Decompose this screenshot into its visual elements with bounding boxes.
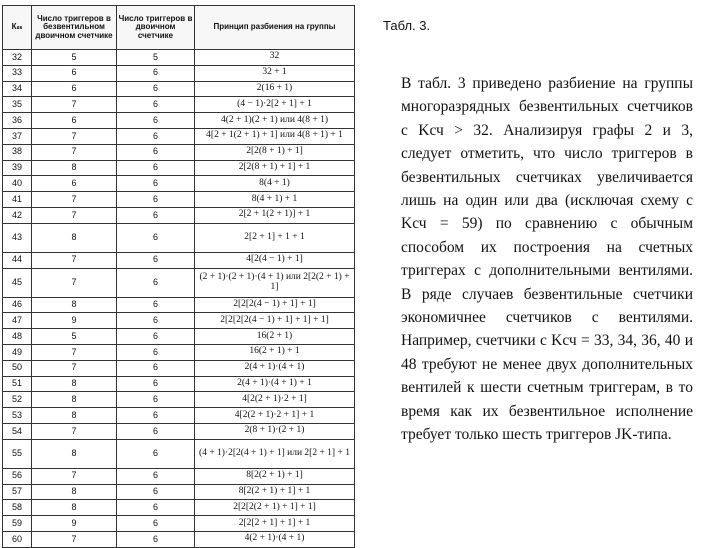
table-row bbox=[3, 423, 355, 439]
cell-binary: 6 bbox=[117, 297, 195, 313]
cell-binary: 6 bbox=[117, 223, 195, 252]
cell-binary: 6 bbox=[117, 531, 195, 547]
cell-ventless: 9 bbox=[32, 516, 117, 532]
cell-k: 52 bbox=[3, 392, 32, 408]
cell-binary: 6 bbox=[117, 344, 195, 360]
header-k: Кₛₛ bbox=[3, 6, 32, 50]
cell-principle: 2[2 + 1(2 + 1)] + 1 bbox=[195, 207, 355, 223]
cell-k: 37 bbox=[3, 128, 32, 144]
cell-binary: 6 bbox=[117, 392, 195, 408]
cell-binary: 6 bbox=[117, 81, 195, 97]
cell-k: 32 bbox=[3, 50, 32, 66]
cell-binary: 6 bbox=[117, 268, 195, 297]
cell-ventless: 8 bbox=[32, 160, 117, 176]
table-row bbox=[3, 516, 355, 532]
cell-principle: 32 + 1 bbox=[195, 65, 355, 81]
cell-binary: 6 bbox=[117, 484, 195, 500]
cell-ventless: 8 bbox=[32, 392, 117, 408]
cell-k: 36 bbox=[3, 113, 32, 129]
table-row bbox=[3, 484, 355, 500]
cell-ventless: 8 bbox=[32, 484, 117, 500]
cell-binary: 6 bbox=[117, 97, 195, 113]
cell-ventless: 6 bbox=[32, 176, 117, 192]
cell-binary: 6 bbox=[117, 313, 195, 329]
cell-k: 57 bbox=[3, 484, 32, 500]
table-row bbox=[3, 439, 355, 468]
cell-ventless: 7 bbox=[32, 344, 117, 360]
cell-k: 44 bbox=[3, 252, 32, 268]
cell-k: 45 bbox=[3, 268, 32, 297]
table-row bbox=[3, 500, 355, 516]
cell-ventless: 8 bbox=[32, 500, 117, 516]
body-paragraph: В табл. 3 приведено разбиение на группы многоразрядных безвентильных счетчиков с Kсч > 32. Анализируя графы 2 и 3, следует отметить, что число триггеров в безвентильных счетчиках увеличивается лишь на один или два (исключая схему с Kсч = 59) по сравнению с обычным способом их построения на счетных триггерах с дополнительными вентилями. В ряде случаев безвентильные счетчики экономичнее счетчиков с вентилями. Например, счетчики с Kсч = 33, 34, 36, 40 и 48 требуют не менее двух дополнительных вентилей к шести счетным триггерам, в то время как их безвентильное исполнение требует только шесть триггеров JK-типа. bbox=[401, 75, 693, 444]
table-row bbox=[3, 297, 355, 313]
cell-binary: 6 bbox=[117, 376, 195, 392]
cell-ventless: 8 bbox=[32, 408, 117, 424]
cell-ventless: 7 bbox=[32, 531, 117, 547]
cell-ventless: 6 bbox=[32, 113, 117, 129]
cell-binary: 6 bbox=[117, 360, 195, 376]
cell-ventless: 9 bbox=[32, 313, 117, 329]
cell-principle: 8(4 + 1) bbox=[195, 176, 355, 192]
table-row bbox=[3, 329, 355, 345]
cell-k: 41 bbox=[3, 192, 32, 208]
cell-k: 60 bbox=[3, 531, 32, 547]
table-row bbox=[3, 268, 355, 297]
table-row bbox=[3, 144, 355, 160]
cell-k: 42 bbox=[3, 207, 32, 223]
table-row bbox=[3, 176, 355, 192]
cell-binary: 6 bbox=[117, 439, 195, 468]
cell-k: 56 bbox=[3, 468, 32, 484]
cell-k: 34 bbox=[3, 81, 32, 97]
cell-k: 39 bbox=[3, 160, 32, 176]
cell-binary: 6 bbox=[117, 128, 195, 144]
table-row bbox=[3, 313, 355, 329]
cell-principle: 4(2 + 1)·(4 + 1) bbox=[195, 531, 355, 547]
cell-k: 54 bbox=[3, 423, 32, 439]
cell-principle: (4 + 1)·2[2(4 + 1) + 1] или 2[2 + 1] + 1 bbox=[195, 439, 355, 468]
cell-ventless: 8 bbox=[32, 439, 117, 468]
table-row bbox=[3, 392, 355, 408]
cell-binary: 6 bbox=[117, 468, 195, 484]
cell-principle: 2(8 + 1)·(2 + 1) bbox=[195, 423, 355, 439]
cell-k: 53 bbox=[3, 408, 32, 424]
cell-k: 55 bbox=[3, 439, 32, 468]
cell-ventless: 7 bbox=[32, 97, 117, 113]
cell-binary: 6 bbox=[117, 65, 195, 81]
cell-principle: 8[2(2 + 1) + 1] + 1 bbox=[195, 484, 355, 500]
cell-ventless: 7 bbox=[32, 468, 117, 484]
cell-principle: 4[2(2 + 1)·2 + 1] bbox=[195, 392, 355, 408]
cell-binary: 6 bbox=[117, 207, 195, 223]
groups-table-container bbox=[2, 5, 354, 548]
header-triggers-ventless: Число триггеров в безвентильном двоичном счетчике bbox=[32, 6, 117, 50]
cell-ventless: 8 bbox=[32, 223, 117, 252]
table-row bbox=[3, 160, 355, 176]
cell-ventless: 7 bbox=[32, 360, 117, 376]
cell-binary: 6 bbox=[117, 144, 195, 160]
table-row bbox=[3, 65, 355, 81]
cell-ventless: 7 bbox=[32, 128, 117, 144]
table-row bbox=[3, 408, 355, 424]
table-body bbox=[3, 50, 355, 548]
cell-principle: 2[2(8 + 1) + 1] + 1 bbox=[195, 160, 355, 176]
cell-k: 50 bbox=[3, 360, 32, 376]
cell-ventless: 6 bbox=[32, 65, 117, 81]
cell-principle: 2[2[2[2(4 − 1) + 1] + 1] + 1] bbox=[195, 313, 355, 329]
table-row bbox=[3, 468, 355, 484]
cell-binary: 6 bbox=[117, 516, 195, 532]
cell-k: 59 bbox=[3, 516, 32, 532]
cell-principle: 4(2 + 1)(2 + 1) или 4(8 + 1) bbox=[195, 113, 355, 129]
table-row bbox=[3, 113, 355, 129]
cell-principle: 2[2[2(2 + 1) + 1] + 1] bbox=[195, 500, 355, 516]
table-caption: Табл. 3. bbox=[383, 18, 431, 33]
cell-principle: 2(4 + 1)·(4 + 1) + 1 bbox=[195, 376, 355, 392]
groups-table bbox=[2, 5, 355, 548]
cell-ventless: 5 bbox=[32, 50, 117, 66]
cell-principle: 16(2 + 1) bbox=[195, 329, 355, 345]
cell-principle: 4[2(4 − 1) + 1] bbox=[195, 252, 355, 268]
cell-ventless: 8 bbox=[32, 376, 117, 392]
cell-k: 33 bbox=[3, 65, 32, 81]
cell-k: 58 bbox=[3, 500, 32, 516]
cell-binary: 6 bbox=[117, 113, 195, 129]
cell-k: 46 bbox=[3, 297, 32, 313]
cell-principle: 2(16 + 1) bbox=[195, 81, 355, 97]
cell-k: 51 bbox=[3, 376, 32, 392]
cell-principle: 8[2(2 + 1) + 1] bbox=[195, 468, 355, 484]
cell-principle: (2 + 1)·(2 + 1)·(4 + 1) или 2[2(2 + 1) + 1] bbox=[195, 268, 355, 297]
cell-binary: 6 bbox=[117, 192, 195, 208]
cell-binary: 6 bbox=[117, 176, 195, 192]
cell-principle: 16(2 + 1) + 1 bbox=[195, 344, 355, 360]
cell-principle: 2[2 + 1] + 1 + 1 bbox=[195, 223, 355, 252]
table-header-row bbox=[3, 6, 355, 50]
cell-binary: 6 bbox=[117, 329, 195, 345]
cell-binary: 6 bbox=[117, 160, 195, 176]
cell-ventless: 6 bbox=[32, 81, 117, 97]
cell-ventless: 7 bbox=[32, 207, 117, 223]
table-row bbox=[3, 360, 355, 376]
cell-ventless: 7 bbox=[32, 423, 117, 439]
cell-principle: 2[2(8 + 1) + 1] bbox=[195, 144, 355, 160]
cell-k: 35 bbox=[3, 97, 32, 113]
table-row bbox=[3, 252, 355, 268]
table-row bbox=[3, 50, 355, 66]
cell-principle: (4 − 1)·2[2 + 1] + 1 bbox=[195, 97, 355, 113]
table-row bbox=[3, 81, 355, 97]
cell-principle: 4[2(2 + 1)·2 + 1] + 1 bbox=[195, 408, 355, 424]
cell-binary: 5 bbox=[117, 50, 195, 66]
cell-binary: 6 bbox=[117, 423, 195, 439]
cell-ventless: 7 bbox=[32, 192, 117, 208]
header-grouping-principle: Принцип разбиения на группы bbox=[195, 6, 355, 50]
table-row bbox=[3, 192, 355, 208]
cell-ventless: 7 bbox=[32, 268, 117, 297]
table-row bbox=[3, 223, 355, 252]
cell-k: 40 bbox=[3, 176, 32, 192]
cell-k: 47 bbox=[3, 313, 32, 329]
table-row bbox=[3, 128, 355, 144]
table-row bbox=[3, 344, 355, 360]
cell-principle: 4[2 + 1(2 + 1) + 1] или 4(8 + 1) + 1 bbox=[195, 128, 355, 144]
table-row bbox=[3, 376, 355, 392]
cell-principle: 32 bbox=[195, 50, 355, 66]
cell-binary: 6 bbox=[117, 500, 195, 516]
header-triggers-binary: Число триггеров в двоичном счетчике bbox=[117, 6, 195, 50]
cell-k: 43 bbox=[3, 223, 32, 252]
cell-binary: 6 bbox=[117, 408, 195, 424]
cell-k: 48 bbox=[3, 329, 32, 345]
table-row bbox=[3, 207, 355, 223]
cell-principle: 2[2[2(4 − 1) + 1] + 1] bbox=[195, 297, 355, 313]
cell-ventless: 8 bbox=[32, 297, 117, 313]
cell-principle: 8(4 + 1) + 1 bbox=[195, 192, 355, 208]
cell-ventless: 7 bbox=[32, 252, 117, 268]
cell-principle: 2[2[2 + 1] + 1] + 1 bbox=[195, 516, 355, 532]
table-row bbox=[3, 97, 355, 113]
cell-principle: 2(4 + 1)·(4 + 1) bbox=[195, 360, 355, 376]
cell-ventless: 5 bbox=[32, 329, 117, 345]
table-row bbox=[3, 531, 355, 547]
cell-k: 38 bbox=[3, 144, 32, 160]
cell-k: 49 bbox=[3, 344, 32, 360]
cell-binary: 6 bbox=[117, 252, 195, 268]
cell-ventless: 7 bbox=[32, 144, 117, 160]
